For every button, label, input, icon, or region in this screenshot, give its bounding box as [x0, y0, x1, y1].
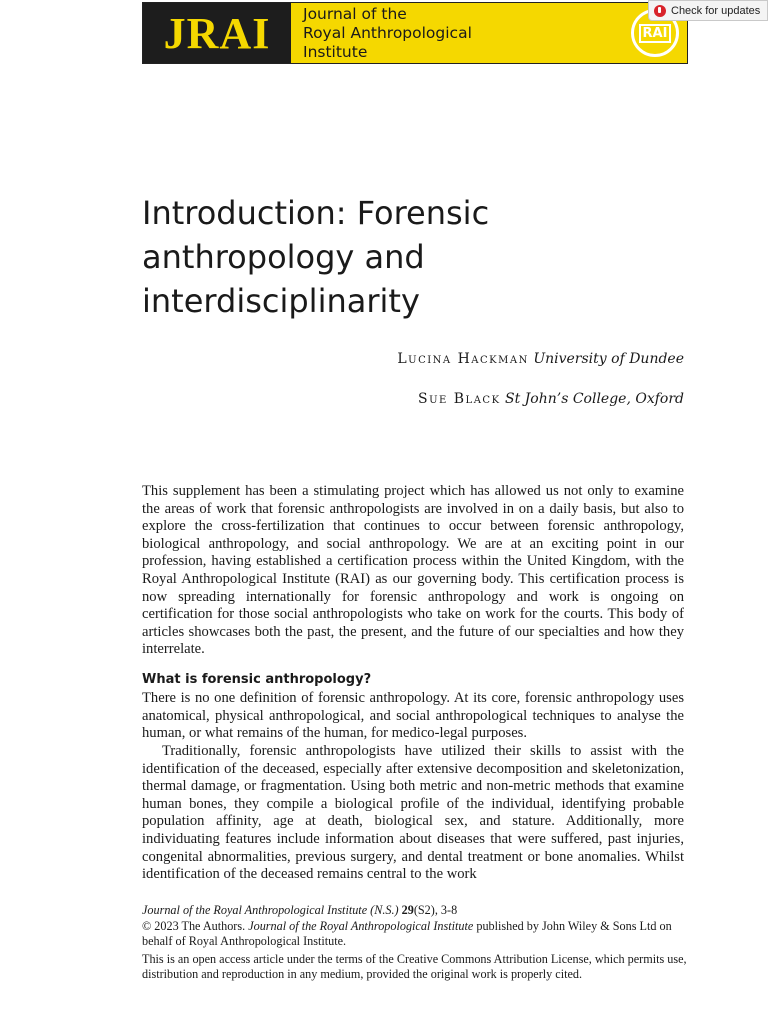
footer-volume: 29: [401, 903, 414, 917]
journal-banner: [142, 2, 688, 64]
footer-journal: Journal of the Royal Anthropological Institute (N.S.): [142, 903, 399, 917]
check-for-updates-label: Check for updates: [671, 4, 761, 17]
intro-paragraph: This supplement has been a stimulating project which has allowed us not only to examine the areas of work that forensic anthropologists are involved in on a daily basis, but also to explore the cross-fertilization that continues to occur between forensic anthropology, biological anthropology, and social anthropology. We are at an exciting point in our profession, having established a certification process within the United Kingdom, with the Royal Anthropological Institute (RAI) as our governing body. This certification process is now spreading internationally for forensic anthropology and work is ongoing on certification for those social anthropologists who take on work for the courts. This body of articles showcases both the past, the present, and the future of our specialties and how they interrelate.: [142, 483, 684, 658]
section-heading: What is forensic anthropology?: [142, 672, 372, 687]
author-1-affiliation: University of Dundee: [533, 351, 684, 367]
author-2-affiliation: St John’s College, Oxford: [505, 391, 684, 407]
author-2-name: Sue Black: [418, 391, 501, 407]
check-for-updates-button[interactable]: [648, 0, 768, 21]
license-text: This is an open access article under the terms of the Creative Commons Attribution License, which permits use, distribution and reproduction in any medium, provided the original work is properly cited.: [142, 952, 687, 981]
paragraph-2: Traditionally, forensic anthropologists have utilized their skills to assist with the identification of the deceased, especially after extensive decomposition and skeletonization, thermal damage, or fragmentation. Using both metric and non-metric methods that examine human bones, they compile a biological profile of the individual, identifying probable population affinity, age at death, biological sex, and stature. Additionally, more individuating features include information about diseases that were suffered, past injuries, congenital abnormalities, previous surgery, and dental treatment or bone anomalies. Whilst identification of the deceased remains central to the work: [142, 743, 684, 883]
banner-journal-name: [303, 5, 472, 62]
author-1-name: Lucina Hackman: [397, 351, 529, 367]
author-1: [397, 351, 684, 367]
article-title: Introduction: Forensic anthropology and interdisciplinarity: [142, 194, 490, 320]
banner-title-block: [291, 3, 687, 63]
citation-line: [142, 903, 687, 918]
crossmark-icon: [654, 5, 666, 17]
footer-copyright-journal: Journal of the Royal Anthropological Institute: [248, 919, 474, 933]
footer-copyright-suffix: published by John Wiley & Sons Ltd on behalf of Royal Anthropological Institute.: [142, 919, 672, 948]
paragraph-1: There is no one definition of forensic anthropology. At its core, forensic anthropology uses anatomical, physical anthropological, and social anthropological techniques to analyse the human, or what remains of the human, for medico-legal purposes.: [142, 690, 684, 742]
banner-title-line-2: Royal Anthropological: [303, 23, 472, 42]
journal-logo: JRAI: [163, 8, 271, 58]
copyright-line: [142, 919, 687, 948]
rai-seal-text: RAI: [639, 24, 672, 43]
banner-logo-block: [143, 3, 291, 63]
banner-title-line-1: Journal of the: [303, 4, 407, 23]
banner-title-line-3: Institute: [303, 42, 368, 61]
footer-copyright-prefix: © 2023 The Authors.: [142, 919, 246, 933]
footer-issue-pages: (S2), 3-8: [413, 903, 458, 917]
author-2: [418, 391, 684, 407]
